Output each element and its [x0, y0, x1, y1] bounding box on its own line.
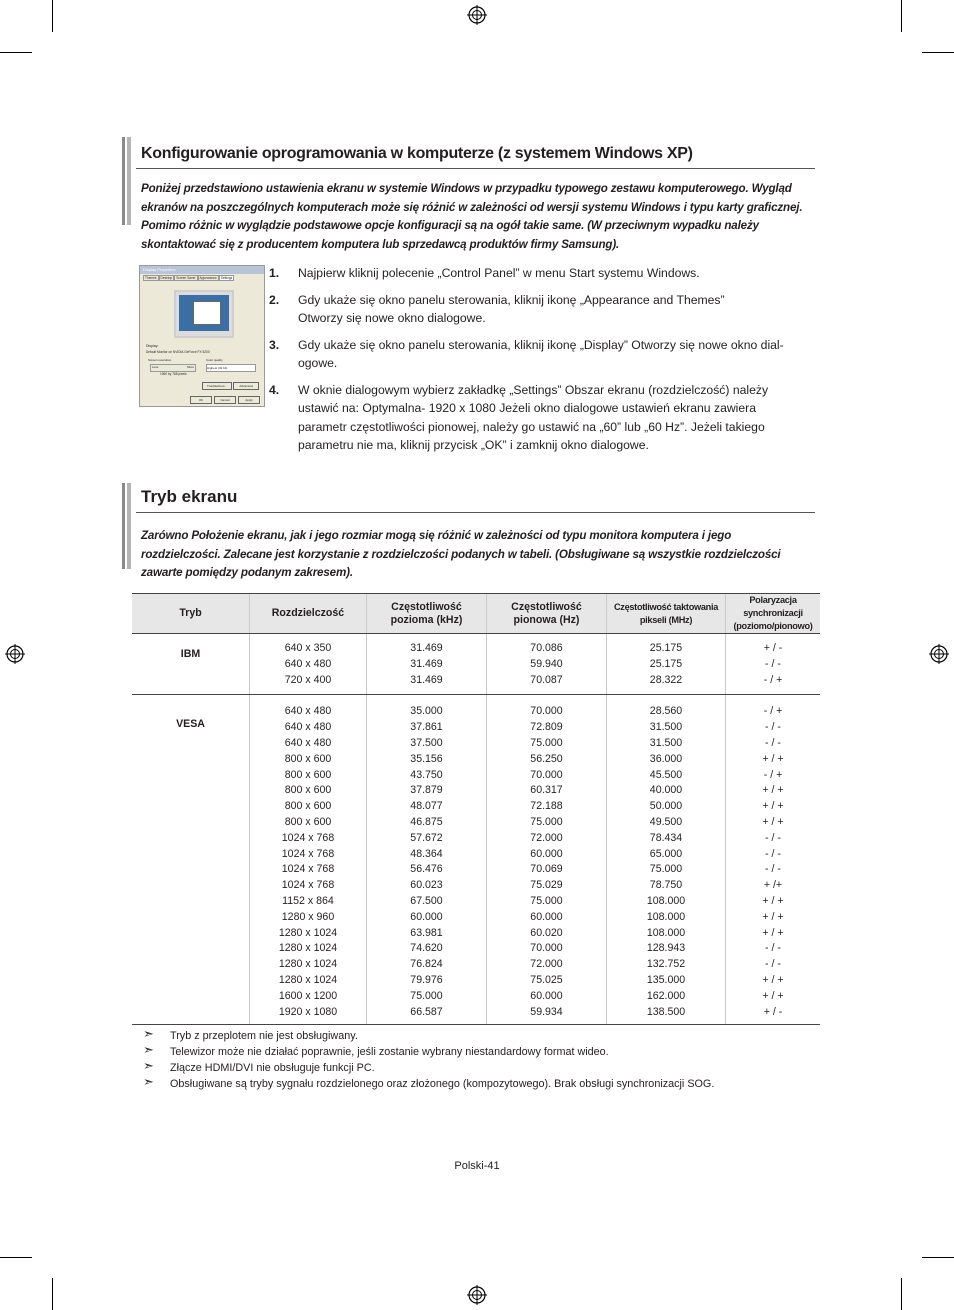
crop-mark — [52, 1278, 53, 1310]
cell-value: 31.469 — [410, 642, 443, 654]
resolution-slider — [150, 364, 196, 372]
header-vertical-frequency: Częstotliwość pionowa (Hz) — [487, 594, 607, 634]
cell-value: - / - — [765, 736, 781, 749]
cell-value: 800 x 600 — [284, 784, 332, 797]
cell-value: 132.752 — [646, 958, 686, 971]
cell-value: 75.000 — [530, 736, 563, 749]
less-label: Less — [152, 365, 159, 369]
mode-cell: VESA — [132, 695, 250, 1025]
section-marker — [122, 483, 131, 569]
tab-appearance: Appearance — [199, 276, 217, 280]
cell-value: 48.077 — [410, 800, 443, 813]
cell-value: 60.000 — [410, 910, 443, 923]
crop-mark — [901, 1278, 902, 1310]
registration-mark-icon — [929, 644, 949, 664]
monitor-screen — [179, 295, 229, 331]
cell-value: 1600 x 1200 — [278, 989, 338, 1002]
cell-value: 128.943 — [646, 942, 686, 955]
cell-value: 50.000 — [649, 800, 683, 813]
cell-value: + /+ — [763, 879, 783, 892]
cell-value: 1920 x 1080 — [278, 1005, 338, 1018]
cell-value: 70.000 — [530, 705, 563, 718]
cell-value: 75.000 — [530, 894, 563, 907]
header-sync-polarity: Polaryzacja synchronizacji (poziomo/pionowo) — [726, 594, 821, 634]
cell-value: 76.824 — [410, 958, 443, 971]
step-number: 3. — [269, 338, 280, 352]
cell-value: 640 x 350 — [284, 642, 332, 654]
cell-value: 108.000 — [646, 926, 686, 939]
ok-button: OK — [190, 396, 212, 404]
cell-value: - / + — [763, 673, 783, 686]
arrow-bullet-icon: ➣ — [143, 1042, 154, 1057]
cell-value: 59.940 — [530, 657, 563, 670]
cell-value: + / + — [762, 973, 784, 986]
table-row — [132, 634, 820, 695]
header-pixel-clock: Częstotliwość taktowania pikseli (MHz) — [607, 594, 726, 634]
cell-value: 70.069 — [530, 863, 563, 876]
section-title: Konfigurowanie oprogramowania w komputerze (z systemem Windows XP) — [141, 145, 693, 162]
registration-mark-icon — [467, 1285, 487, 1305]
cell-value: 49.500 — [649, 815, 683, 828]
crop-mark — [0, 1257, 32, 1258]
cell-value: + / - — [763, 642, 783, 654]
registration-mark-icon — [5, 644, 25, 664]
cell-value: 640 x 480 — [284, 657, 332, 670]
cell-value: 37.500 — [410, 736, 443, 749]
cell-value: 640 x 480 — [284, 705, 332, 718]
cell-value: 640 x 480 — [284, 736, 332, 749]
cell-value: 59.934 — [530, 1005, 563, 1018]
cell-value: 1024 x 768 — [281, 831, 335, 844]
crop-mark — [922, 52, 954, 53]
cell-value: 67.500 — [410, 894, 443, 907]
cell-value: 800 x 600 — [284, 815, 332, 828]
cell-value: 66.587 — [410, 1005, 443, 1018]
cancel-button: Cancel — [214, 396, 236, 404]
cell-value: 75.029 — [530, 879, 563, 892]
mode-cell: IBM — [132, 634, 250, 695]
tab-desktop: Desktop — [160, 276, 173, 280]
cell-value: 60.023 — [410, 879, 443, 892]
cell-value: 1280 x 1024 — [278, 973, 338, 986]
section-intro: Zarówno Położenie ekranu, jak i jego rozmiar mogą się różnić w zależności od typu monitora komputera i jego rozdzielczości. Zalecane jest korzystanie z rozdzielczości podanych w tabeli. (Obsługiwane są wszystkie rozdzielczości zawarte pomiędzy podanym zakresem). — [141, 529, 781, 579]
advanced-button: Advanced — [233, 382, 259, 390]
resolution-label: Screen resolution — [148, 358, 172, 362]
cell-value: - / - — [765, 847, 781, 860]
cell-value: 72.000 — [530, 958, 563, 971]
polarity-cell — [726, 634, 821, 695]
cell-value: 60.000 — [530, 989, 563, 1002]
pixel-clock-cell — [607, 634, 726, 695]
cell-value: 720 x 400 — [284, 673, 332, 686]
crop-mark — [901, 0, 902, 32]
step-text: W oknie dialogowym wybierz zakładkę „Settings” Obszar ekranu (rozdzielczość) należy ustawić na: Optymalna- 1920 x 1080 Jeżeli okno dialogowe ustawień ekranu zawiera parametr częstotliwości pionowej, należy go ustawić na „60” lub „60 Hz”. Jeżeli takiego parametru nie ma, kliknij przycisk „OK” i zamknij okno dialogowe. — [298, 383, 769, 453]
cell-value: 37.861 — [410, 721, 443, 734]
cell-value: 25.175 — [649, 642, 683, 654]
cell-value: + / + — [762, 752, 784, 765]
cell-value: 72.188 — [530, 800, 563, 813]
step-text: Gdy ukaże się okno panelu sterowania, kliknij ikonę „Appearance and Themes” Otworzy się nowe okno dialogowe. — [298, 293, 725, 326]
section-marker — [122, 137, 131, 225]
cell-value: 1024 x 768 — [281, 847, 335, 860]
cell-value: 60.020 — [530, 926, 563, 939]
cell-value: 28.560 — [649, 705, 683, 718]
cell-value: 56.476 — [410, 863, 443, 876]
v-freq-cell — [487, 695, 607, 1025]
cell-value: - / + — [763, 768, 783, 781]
cell-value: - / - — [765, 657, 781, 670]
cell-value: 72.000 — [530, 831, 563, 844]
cell-value: 31.500 — [649, 721, 683, 734]
cell-value: 1280 x 960 — [281, 910, 335, 923]
cell-value: + / + — [762, 815, 784, 828]
cell-value: 1024 x 768 — [281, 863, 335, 876]
cell-value: - / - — [765, 958, 781, 971]
section-intro: Poniżej przedstawiono ustawienia ekranu w systemie Windows w przypadku typowego zestawu komputerowego. Wygląd ekranów na poszczególnych komputerach może się różnić w zależności od wersji systemu Windows i typu karty graficznej. Pomimo różnic w wyglądzie podstawowe opcje konfiguracji są na ogół takie same. (W przeciwnym wypadku należy skontaktować się z producentem komputera lub sprzedawcą produktów firmy Samsung). — [141, 182, 803, 251]
step-number: 2. — [269, 293, 280, 307]
cell-value: 800 x 600 — [284, 752, 332, 765]
cell-value: 1152 x 864 — [282, 894, 334, 907]
cell-value: - / - — [765, 942, 781, 955]
note-text: Złącze HDMI/DVI nie obsługuje funkcji PC. — [170, 1062, 375, 1074]
cell-value: 78.750 — [649, 879, 683, 892]
page-number: Polski-41 — [454, 1160, 500, 1172]
cell-value: - / - — [765, 863, 781, 876]
table-header-row — [132, 594, 820, 634]
section-divider — [136, 168, 815, 169]
crop-mark — [52, 0, 53, 32]
cell-value: 75.000 — [649, 863, 683, 876]
cell-value: 31.500 — [649, 736, 683, 749]
cell-value: 162.000 — [646, 989, 686, 1002]
cell-value: 800 x 600 — [284, 800, 332, 813]
cell-value: - / + — [763, 705, 783, 718]
cell-value: + / + — [762, 894, 784, 907]
cell-value: 40.000 — [649, 784, 683, 797]
note-text: Tryb z przeplotem nie jest obsługiwany. — [170, 1030, 358, 1042]
display-value: Default Monitor on NVIDIA GeForce FX 5200 — [146, 350, 210, 354]
polarity-cell — [726, 695, 821, 1025]
cell-value: 75.000 — [410, 989, 443, 1002]
arrow-bullet-icon: ➣ — [143, 1058, 154, 1073]
section-title: Tryb ekranu — [141, 487, 238, 506]
resolution-value: 1360 by 768 pixels — [160, 372, 187, 376]
cell-value: 46.875 — [410, 815, 443, 828]
cell-value: 1024 x 768 — [281, 879, 335, 892]
cell-value: 640 x 480 — [284, 721, 332, 734]
preview-window — [193, 301, 221, 325]
step-text: Najpierw kliknij polecenie „Control Panel” w menu Start systemu Windows. — [298, 266, 700, 280]
arrow-bullet-icon: ➣ — [143, 1026, 154, 1041]
cell-value: 28.322 — [649, 673, 683, 686]
troubleshoot-button: Troubleshoot... — [202, 382, 232, 390]
step-number: 4. — [269, 383, 280, 397]
cell-value: 108.000 — [646, 910, 686, 923]
cell-value: + / + — [762, 989, 784, 1002]
resolution-cell — [250, 634, 367, 695]
cell-value: 75.025 — [530, 973, 563, 986]
cell-value: + / - — [763, 1005, 783, 1018]
cell-value: 70.087 — [530, 673, 563, 686]
table-row — [132, 695, 820, 1025]
cell-value: 1280 x 1024 — [278, 926, 338, 939]
cell-value: 70.000 — [530, 942, 563, 955]
crop-mark — [922, 1257, 954, 1258]
registration-mark-icon — [467, 5, 487, 25]
monitor-preview — [174, 290, 234, 338]
note-text: Telewizor może nie działać poprawnie, jeśli zostanie wybrany niestandardowy format wideo. — [170, 1046, 609, 1058]
cell-value: 74.620 — [410, 942, 443, 955]
note-text: Obsługiwane są tryby sygnału rozdzielonego oraz złożonego (kompozytowego). Brak obsługi synchronizacji SOG. — [170, 1078, 715, 1090]
cell-value: 70.086 — [530, 642, 563, 654]
display-modes-table — [132, 593, 820, 1025]
cell-value: 48.364 — [410, 847, 443, 860]
cell-value: 57.672 — [410, 831, 443, 844]
arrow-bullet-icon: ➣ — [143, 1074, 154, 1089]
cell-value: 56.250 — [530, 752, 563, 765]
header-mode: Tryb — [132, 594, 250, 634]
header-resolution: Rozdzielczość — [250, 594, 367, 634]
crop-mark — [0, 52, 32, 53]
step-text: Gdy ukaże się okno panelu sterowania, kliknij ikonę „Display” Otworzy się nowe okno dial- ogowe. — [298, 338, 784, 371]
tab-settings: Settings — [220, 276, 233, 280]
display-properties-screenshot — [139, 265, 265, 407]
color-quality-select: Highest (32 bit) — [206, 364, 256, 372]
cell-value: + / + — [762, 910, 784, 923]
cell-value: - / - — [765, 721, 781, 734]
color-quality-label: Color quality — [206, 358, 223, 362]
cell-value: 60.000 — [530, 910, 563, 923]
v-freq-cell — [487, 634, 607, 695]
display-label: Display: — [146, 344, 159, 348]
cell-value: 1280 x 1024 — [278, 942, 338, 955]
header-horizontal-frequency: Częstotliwość pozioma (kHz) — [367, 594, 487, 634]
cell-value: 31.469 — [410, 657, 443, 670]
cell-value: 36.000 — [649, 752, 683, 765]
cell-value: 138.500 — [646, 1005, 686, 1018]
window-title-bar: Display Properties — [140, 266, 264, 274]
tab-row — [143, 276, 234, 280]
cell-value: 70.000 — [530, 768, 563, 781]
cell-value: 65.000 — [649, 847, 683, 860]
cell-value: 25.175 — [649, 657, 683, 670]
cell-value: 800 x 600 — [284, 768, 332, 781]
cell-value: 43.750 — [410, 768, 443, 781]
section-divider — [136, 512, 815, 513]
cell-value: 63.981 — [410, 926, 443, 939]
cell-value: 108.000 — [646, 894, 686, 907]
cell-value: 1280 x 1024 — [278, 958, 338, 971]
tab-screen-saver: Screen Saver — [176, 276, 196, 280]
more-label: More — [187, 365, 194, 369]
cell-value: 31.469 — [410, 673, 443, 686]
step-number: 1. — [269, 266, 280, 280]
pixel-clock-cell — [607, 695, 726, 1025]
cell-value: 78.434 — [649, 831, 683, 844]
cell-value: 35.000 — [410, 705, 443, 718]
apply-button: Apply — [238, 396, 260, 404]
h-freq-cell — [367, 634, 487, 695]
cell-value: 37.879 — [410, 784, 443, 797]
h-freq-cell — [367, 695, 487, 1025]
cell-value: 35.156 — [410, 752, 443, 765]
resolution-cell — [250, 695, 367, 1025]
cell-value: 45.500 — [649, 768, 683, 781]
cell-value: 60.317 — [530, 784, 563, 797]
cell-value: 79.976 — [410, 973, 443, 986]
cell-value: 135.000 — [646, 973, 686, 986]
cell-value: + / + — [762, 926, 784, 939]
cell-value: 75.000 — [530, 815, 563, 828]
cell-value: 72.809 — [530, 721, 563, 734]
cell-value: + / + — [762, 784, 784, 797]
cell-value: 60.000 — [530, 847, 563, 860]
tab-themes: Themes — [145, 276, 157, 280]
cell-value: + / + — [762, 800, 784, 813]
cell-value: - / - — [765, 831, 781, 844]
